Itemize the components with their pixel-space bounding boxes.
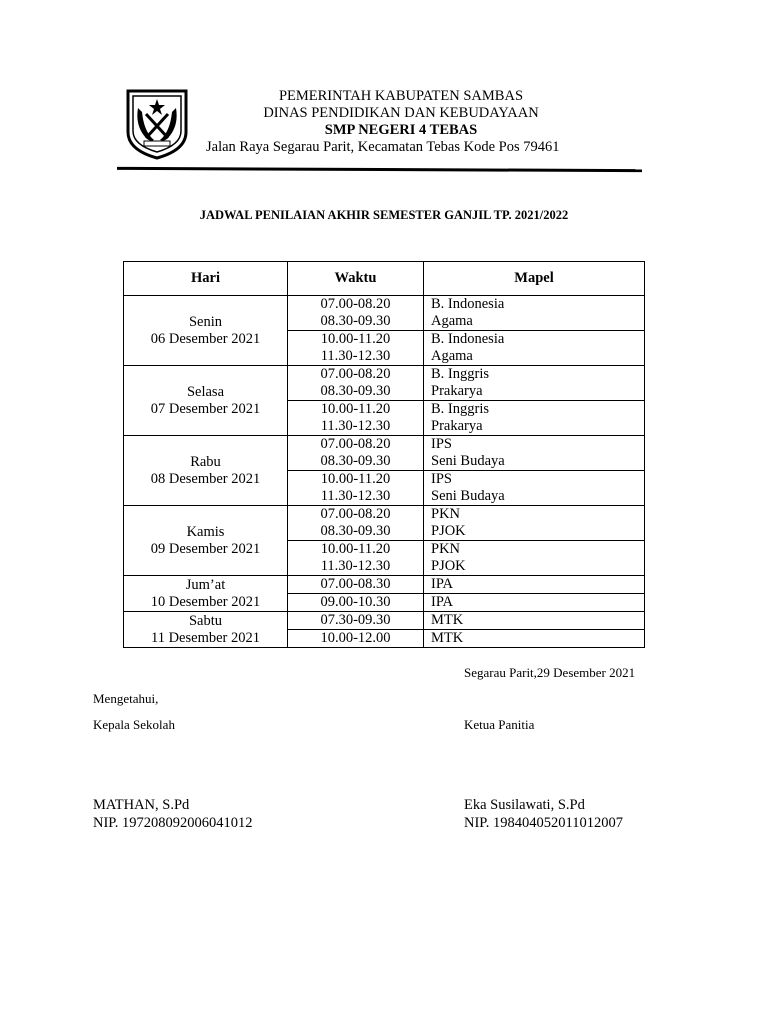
letterhead-government: PEMERINTAH KABUPATEN SAMBAS — [278, 88, 524, 104]
time-slot: 07.00-08.20 — [320, 296, 391, 312]
left-signatory-nip: NIP. 197208092006041012 — [93, 815, 253, 831]
day-cell — [124, 296, 288, 366]
header-waktu: Waktu — [288, 262, 424, 296]
subject-name: IPA — [431, 576, 454, 592]
time-cell — [288, 331, 424, 366]
subject-name: Agama — [431, 348, 473, 364]
subject-name: Prakarya — [431, 418, 483, 434]
subject-name: IPS — [431, 436, 452, 452]
table-header-row — [124, 262, 645, 296]
left-signatory-role: Kepala Sekolah — [93, 717, 175, 732]
day-date: 07 Desember 2021 — [150, 400, 261, 417]
letterhead-department: DINAS PENDIDIKAN DAN KEBUDAYAAN — [263, 105, 539, 121]
time-slot: 07.00-08.20 — [320, 366, 391, 382]
time-slot: 07.30-09.30 — [320, 612, 391, 628]
day-date: 08 Desember 2021 — [150, 470, 261, 487]
subject-cell — [424, 436, 645, 471]
right-signatory-name: Eka Susilawati, S.Pd — [464, 797, 585, 813]
regency-emblem-icon — [124, 88, 190, 160]
right-signatory-nip: NIP. 198404052011012007 — [464, 815, 623, 831]
time-slot: 08.30-09.30 — [320, 313, 391, 329]
subject-name: MTK — [431, 630, 464, 646]
subject-name: Prakarya — [431, 383, 483, 399]
time-cell — [288, 506, 424, 541]
time-slot: 10.00-12.00 — [320, 630, 391, 646]
day-name: Selasa — [186, 383, 225, 400]
time-slot: 10.00-11.20 — [320, 401, 391, 417]
time-slot: 08.30-09.30 — [320, 523, 391, 539]
schedule-table — [123, 261, 645, 648]
day-cell — [124, 576, 288, 612]
time-slot: 08.30-09.30 — [320, 453, 391, 469]
letterhead-divider — [117, 167, 642, 172]
day-date: 06 Desember 2021 — [150, 330, 261, 347]
time-cell — [288, 541, 424, 576]
time-cell — [288, 612, 424, 630]
time-slot: 11.30-12.30 — [320, 418, 391, 434]
subject-cell — [424, 576, 645, 594]
time-cell — [288, 296, 424, 331]
table-row — [124, 366, 645, 401]
table-row — [124, 506, 645, 541]
subject-name: B. Indonesia — [431, 331, 505, 347]
time-cell — [288, 401, 424, 436]
day-cell — [124, 612, 288, 648]
header-mapel: Mapel — [424, 262, 645, 296]
document-title: JADWAL PENILAIAN AKHIR SEMESTER GANJIL TP. 2021/2022 — [199, 208, 569, 222]
acknowledged-label: Mengetahui, — [93, 691, 159, 706]
subject-cell — [424, 366, 645, 401]
day-name: Kamis — [186, 523, 225, 540]
day-date: 11 Desember 2021 — [151, 629, 260, 646]
subject-cell — [424, 541, 645, 576]
time-slot: 07.00-08.20 — [320, 506, 391, 522]
subject-name: B. Indonesia — [431, 296, 505, 312]
subject-cell — [424, 471, 645, 506]
table-row — [124, 612, 645, 630]
subject-name: PJOK — [431, 523, 466, 539]
time-slot: 10.00-11.20 — [320, 471, 391, 487]
time-slot: 09.00-10.30 — [320, 594, 391, 610]
day-date: 09 Desember 2021 — [150, 540, 261, 557]
time-cell — [288, 630, 424, 648]
table-row — [124, 436, 645, 471]
time-slot: 10.00-11.20 — [320, 541, 391, 557]
day-name: Jum’at — [185, 576, 226, 593]
subject-cell — [424, 594, 645, 612]
table-row — [124, 296, 645, 331]
header-hari: Hari — [124, 262, 288, 296]
place-date: Segarau Parit,29 Desember 2021 — [464, 665, 636, 680]
subject-cell — [424, 331, 645, 366]
time-slot: 10.00-11.20 — [320, 331, 391, 347]
letterhead-school: SMP NEGERI 4 TEBAS — [324, 122, 478, 138]
subject-name: B. Inggris — [431, 366, 489, 382]
subject-name: IPA — [431, 594, 454, 610]
subject-cell — [424, 401, 645, 436]
subject-name: PJOK — [431, 558, 466, 574]
schedule-body — [124, 296, 645, 648]
day-name: Rabu — [190, 453, 221, 470]
day-name: Senin — [188, 313, 223, 330]
time-slot: 11.30-12.30 — [320, 558, 391, 574]
time-cell — [288, 471, 424, 506]
day-cell — [124, 436, 288, 506]
subject-name: IPS — [431, 471, 452, 487]
subject-name: Seni Budaya — [431, 453, 505, 469]
subject-cell — [424, 296, 645, 331]
time-slot: 07.00-08.20 — [320, 436, 391, 452]
time-slot: 11.30-12.30 — [320, 348, 391, 364]
day-date: 10 Desember 2021 — [150, 593, 261, 610]
time-cell — [288, 366, 424, 401]
time-cell — [288, 594, 424, 612]
day-cell — [124, 366, 288, 436]
time-slot: 08.30-09.30 — [320, 383, 391, 399]
time-slot: 11.30-12.30 — [320, 488, 391, 504]
day-name: Sabtu — [188, 612, 223, 629]
time-slot: 07.00-08.30 — [320, 576, 391, 592]
day-cell — [124, 506, 288, 576]
letterhead-address: Jalan Raya Segarau Parit, Kecamatan Tebas Kode Pos 79461 — [206, 139, 560, 155]
subject-name: MTK — [431, 612, 464, 628]
subject-cell — [424, 630, 645, 648]
time-cell — [288, 436, 424, 471]
time-cell — [288, 576, 424, 594]
subject-name: PKN — [431, 541, 461, 557]
subject-cell — [424, 506, 645, 541]
subject-name: Seni Budaya — [431, 488, 505, 504]
subject-name: Agama — [431, 313, 473, 329]
right-signatory-role: Ketua Panitia — [464, 717, 535, 732]
left-signatory-name: MATHAN, S.Pd — [93, 797, 190, 813]
table-row — [124, 576, 645, 594]
subject-cell — [424, 612, 645, 630]
subject-name: PKN — [431, 506, 461, 522]
subject-name: B. Inggris — [431, 401, 489, 417]
